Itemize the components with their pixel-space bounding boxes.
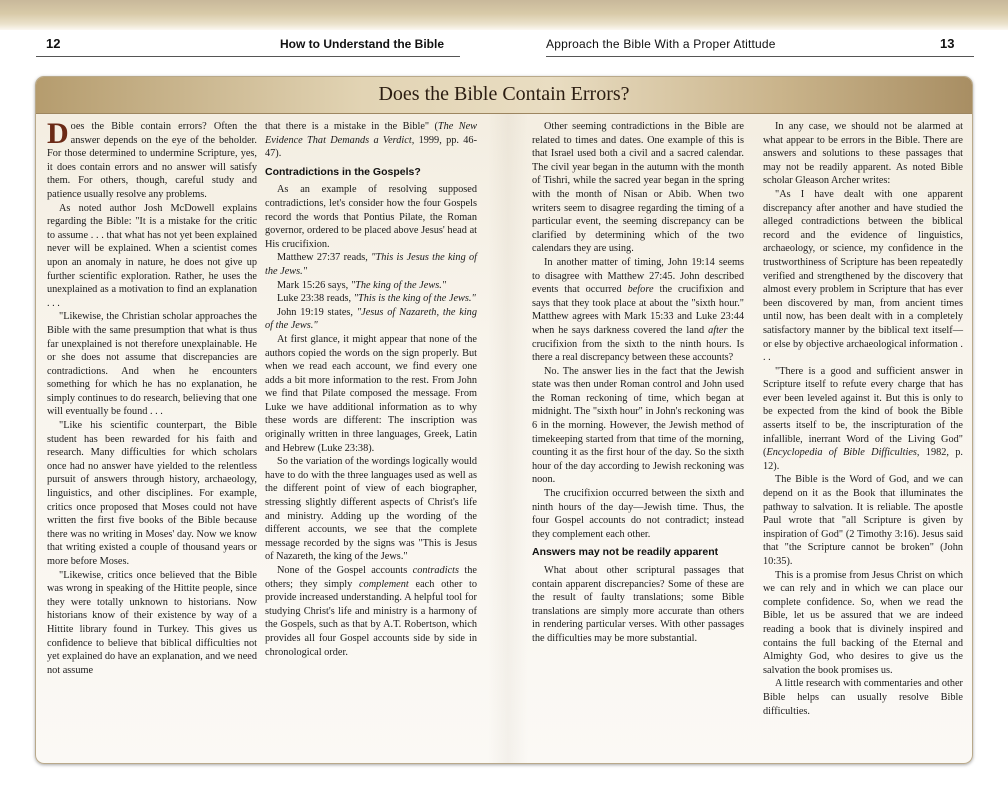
paragraph-text: 1999, pp. 46-47).	[265, 134, 477, 160]
paragraph: As an example of resolving supposed contradictions, let's consider how the four Gospels record the words that Pontius Pilate, the Roman governor, ordered to be placed above Jesus' head at His crucifixion.	[265, 184, 477, 250]
article-panel	[35, 76, 973, 764]
left-page-number: 12	[46, 36, 61, 51]
section-heading: Contradictions in the Gospels?	[265, 165, 421, 178]
paragraph	[265, 564, 477, 659]
paragraph: This is a promise from Jesus Christ on which we can rely and in which we can place our complete confidence. So, when we read the Bible, let us be assured that we are indeed reading a book that is divinely inspired and contains the full backing of the Eternal and Almighty God, who desires to give us the salvation the book promises us.	[763, 569, 963, 676]
book-title: Encyclopedia of Bible Difficulties,	[766, 447, 920, 459]
paragraph: A little research with commentaries and other Bible helps can usually resolve Bible difficulties.	[763, 678, 963, 717]
paragraph	[265, 120, 477, 161]
paragraph: "Like his scientific counterpart, the Bible student has been rewarded for his faith and research. Many difficulties for which scholars once had no answer have yielded to the relentless pursuit of answers through history, archaeology, linguistics, and other disciplines. For example, critics once proposed that Moses could not have written the first five books of the Bible because there was no writing in Moses' day. Now we know that writing existed a couple of thousand years or more before Moses.	[47, 420, 257, 567]
paragraph-text: In another matter of timing, John 19:14 seems to disagree with Matthew 27:45. John described events that occurred	[532, 256, 744, 296]
paragraph: Other seeming contradictions in the Bible are related to times and dates. One example of this is that Israel used both a civil and a sacred calendar. The civil year began in the autumn with the month of Tishri, while the sacred year began in the spring with the month of Nisan or Abib. When two writers seem to disagree regarding the timing of a particular event, the seeming discrepancy can be clarified by determining which of the two calendars they are using.	[532, 121, 744, 255]
paragraph-text: the crucifixion from the sixth to the ninth hours. Is there a real discrepancy between these accounts?	[532, 324, 745, 364]
paragraph	[532, 256, 744, 365]
paragraph-text: the others; they simply	[265, 565, 477, 590]
paragraph: At first glance, it might appear that none of the authors copied the words on the sign properly. But when we read each account, we find every one adds a bit more information to the rest. From John we find that Pilate composed the message. From Luke we have additional information as to why these words are different: The inscription was originally written in three languages, Greek, Latin and Hebrew (Luke 23:38).	[265, 333, 477, 454]
scripture-text: "This is Jesus the king of the Jews."	[265, 252, 477, 277]
right-running-title: Approach the Bible With a Proper Atittude	[546, 37, 776, 51]
right-page-number: 13	[940, 36, 955, 51]
scripture-reference: Matthew 27:37 reads,	[277, 252, 372, 264]
emphasis: after	[708, 324, 728, 336]
scripture-text: "Jesus of Nazareth, the king of the Jews."	[265, 306, 477, 332]
paragraph: The crucifixion occurred between the sixth and ninth hours of the day—Jewish time. Thus, the four Gospel accounts do not contradict; instead they complement each other.	[532, 488, 744, 540]
top-texture-strip	[0, 0, 1008, 30]
emphasis: before	[627, 284, 654, 296]
scripture-quote	[265, 306, 477, 333]
column-4	[763, 120, 963, 718]
paragraph-text: 1982, p. 12).	[763, 447, 963, 472]
paragraph: No. The answer lies in the fact that the Jewish state was then under Roman control and John used the Roman reckoning of time, which began at midnight. The "sixth hour" in John's reckoning was 6 in the morning. However, the Jewish method of timekeeping started from that time of the morning, counting it as the first hour of the day. So the sixth hour of the day according to Jewish reckoning was noon.	[532, 365, 744, 486]
paragraph-text: each other to provide increased understanding. A helpful tool for studying Christ's life and ministry is a harmony of the Gospels, such as that by A.T. Robertson, which provides all four Gospel accounts side by side in chronological order.	[265, 578, 478, 658]
paragraph: "Likewise, critics once believed that the Bible was wrong in speaking of the Hittite people, since they were totally unknown to historians. Now historians know of their existence by way of a Hittite library found in Turkey. This gives us confidence to believe that biblical difficulties not yet explained do have an explanation, and we need not assume	[47, 569, 257, 676]
paragraph: What about other scriptural passages that contain apparent discrepancies? Some of these are the result of faulty translations; some Bible translations are simply more accurate than others in rendering particular verses. With other passages the difficulties may be more substantial.	[532, 565, 744, 644]
scripture-quote	[265, 279, 477, 293]
drop-cap: D	[47, 117, 69, 150]
emphasis: contradicts	[412, 565, 460, 576]
paragraph-text: None of the Gospel accounts	[277, 565, 413, 576]
paragraph	[763, 365, 963, 474]
scripture-quote	[265, 251, 477, 278]
scripture-reference: John 19:19 states,	[277, 306, 357, 318]
scripture-text: "The king of the Jews."	[350, 279, 447, 291]
paragraph: "Likewise, the Christian scholar approaches the Bible with the same presumption that what is thus far unexplained is not therefore unexplainable. He or she does not assume that discrepancies are contradictions. And when he encounters something for which he has no explanation, he simply continues to do research, believing that one will eventually be found . . .	[47, 311, 257, 418]
paragraph: "As I have dealt with one apparent discrepancy after another and have studied the alleged contradictions between the biblical record and the evidence of linguistics, archaeology, or science, my confidence in the trustworthiness of Scripture has been repeatedly verified and strengthened by the discovery that almost every problem in Scripture that has ever been discovered by man, from ancient times until now, has been dealt with in a completely satisfactory manner by the biblical text itself—or else by objective archaeological information . . .	[763, 188, 963, 364]
right-header-rule	[546, 56, 974, 57]
paragraph-text: the crucifixion and says that they took place at about the "sixth hour." Matthew agrees with Mark 15:33 and Luke 23:44 when he says darkness covered the land	[532, 284, 744, 336]
paragraph-text: "There is a good and sufficient answer in Scripture itself to refute every charge that has ever been leveled against it. But this is only to be expected from the kind of book the Bible asserts itself to be, the inscripturation of the infallible, inerrant Word of the Living God" (	[763, 365, 963, 459]
scripture-reference: Mark 15:26 says,	[277, 279, 351, 291]
book-title: The New Evidence That Demands a Verdict,	[265, 121, 478, 146]
column-2	[265, 120, 477, 659]
title-bar	[36, 77, 972, 114]
paragraph-text: that there is a mistake in the Bible" (	[265, 121, 438, 132]
paragraph-text: oes the Bible contain errors? Often the answer depends on the eye of the beholder. For those determined to undermine Scripture, yes, it does contain errors and no answer will satisfy them. For others, though, careful study and patience usually resolve any problems.	[47, 121, 257, 200]
column-3	[532, 120, 744, 646]
page-gutter	[488, 113, 528, 763]
paragraph: In any case, we should not be alarmed at what appear to be errors in the Bible. There are answers and solutions to these passages that may not be readily apparent. As noted Bible scholar Gleason Archer writes:	[763, 121, 963, 187]
paragraph: So the variation of the wordings logically would have to do with the three languages used as well as the different point of view of each biographer, stressing slightly different aspects of Christ's life and ministry. Adding up the wording of the different accounts, we see that the complete message recorded by the signs was "This is Jesus of Nazareth, the king of the Jews."	[265, 456, 477, 563]
section-heading: Answers may not be readily apparent	[532, 546, 719, 559]
article-title: Does the Bible Contain Errors?	[378, 83, 630, 105]
left-header-rule	[36, 56, 460, 57]
paragraph	[47, 117, 257, 202]
paragraph: As noted author Josh McDowell explains regarding the Bible: "It is a mistake for the critic to assume . . . that what has not yet been explained never will be explained. When a scientist comes upon an anomaly in nature, he does not give up further scientific exploration. Rather, he uses the unexplained as a motivation to find an explanation . . .	[47, 202, 257, 309]
column-1	[47, 117, 257, 677]
scripture-text: "This is the king of the Jews."	[353, 293, 476, 305]
scripture-quote	[265, 292, 477, 306]
emphasis: complement	[359, 578, 409, 590]
left-running-title: How to Understand the Bible	[280, 37, 445, 51]
scripture-reference: Luke 23:38 reads,	[277, 293, 354, 305]
paragraph: The Bible is the Word of God, and we can depend on it as the Book that illuminates the pathway to salvation. It is reliable. The apostle Paul wrote that "all Scripture is given by inspiration of God" (2 Timothy 3:16). Jesus said that "the Scripture cannot be broken" (John 10:35).	[763, 474, 963, 567]
